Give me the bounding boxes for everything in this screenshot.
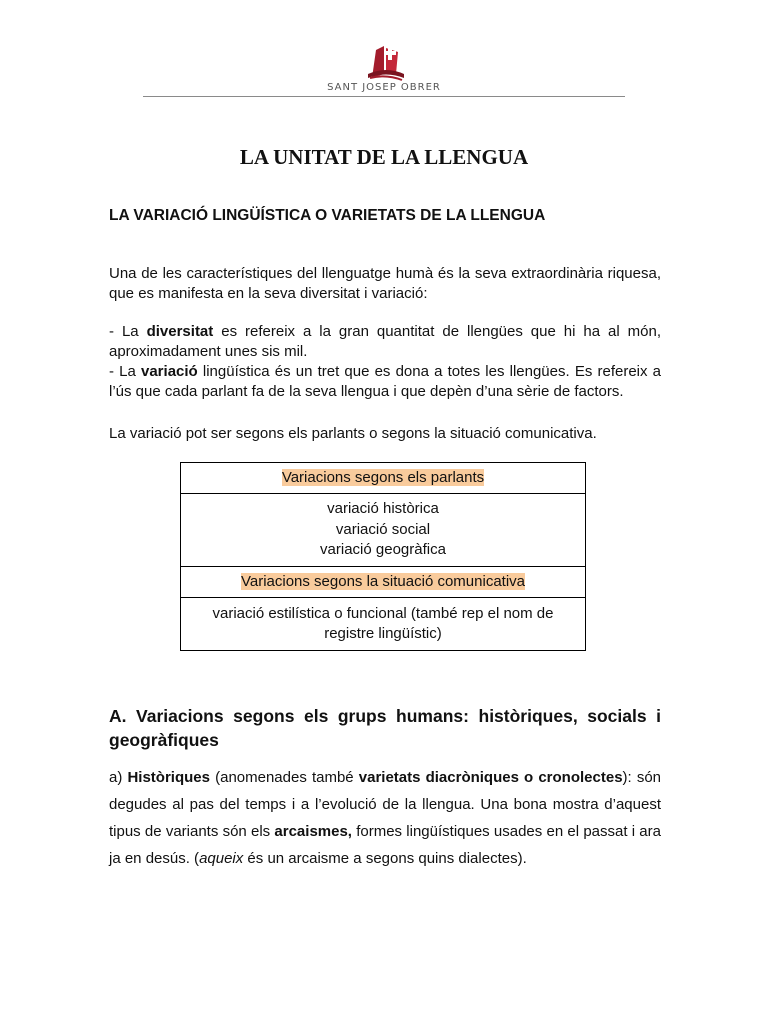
- table-row: [181, 567, 586, 598]
- term-historiques: Històriques: [127, 769, 210, 786]
- list-item: variació històrica: [327, 500, 439, 518]
- table-header-cell: [181, 463, 586, 494]
- document-header: [0, 0, 768, 100]
- text-run: ): són degudes al pas del temps i a l’evolució de la llengua. Una bona mostra d’aquest tipus de variants són els: [109, 769, 662, 840]
- list-item: variació geogràfica: [320, 541, 446, 559]
- table-header-cell: [181, 567, 586, 598]
- section-a-heading: A. Variacions segons els grups humans: històriques, socials i geogràfiques: [109, 706, 661, 750]
- text-run: lingüística és un tret que es dona a totes les llengües. Es refereix a l’ús que cada parlant fa de la seva llengua i que depèn d’una sèrie de factors.: [109, 363, 661, 400]
- table-row: [181, 598, 586, 651]
- historical-variations-paragraph: [109, 764, 661, 872]
- highlighted-header: Variacions segons els parlants: [281, 468, 485, 486]
- page-title: LA UNITAT DE LA LLENGUA: [239, 145, 529, 169]
- term-diversitat: diversitat: [146, 323, 214, 340]
- text-run: - La: [109, 363, 141, 380]
- list-item: variació social: [335, 520, 431, 538]
- variations-table: [180, 462, 586, 651]
- table-cell: [181, 494, 586, 567]
- variation-paragraph: La variació pot ser segons els parlants o segons la situació comunicativa.: [109, 425, 597, 442]
- term-arcaismes: arcaismes,: [274, 823, 352, 840]
- definitions-paragraph: [109, 322, 661, 402]
- text-run: a): [109, 769, 128, 786]
- intro-paragraph: Una de les característiques del llenguatge humà és la seva extraordinària riquesa, que es manifesta en la seva diversitat i variació:: [109, 265, 661, 302]
- table-row: [181, 463, 586, 494]
- text-run: - La: [109, 323, 147, 340]
- text-run: és un arcaisme a segons quins dialectes).: [243, 850, 527, 867]
- header-divider: [143, 96, 625, 97]
- term-variacio: variació: [141, 363, 198, 380]
- section-subtitle: LA VARIACIÓ LINGÜÍSTICA O VARIETATS DE LA LLENGUA: [109, 207, 546, 224]
- school-logo-icon: [362, 44, 410, 84]
- highlighted-header: Variacions segons la situació comunicativa: [240, 572, 526, 590]
- table-row: [181, 494, 586, 567]
- example-word: aqueix: [199, 850, 244, 867]
- text-run: (anomenades també: [209, 769, 359, 786]
- term-varietats: varietats diacròniques o cronolectes: [358, 769, 623, 786]
- school-name: SANT JOSEP OBRER: [327, 82, 441, 93]
- text-run: es refereix a la gran quantitat de llengües que hi ha al món, aproximadament unes sis mil.: [109, 323, 662, 360]
- text-run: formes lingüístiques usades en el passat i ara ja en desús. (: [109, 823, 661, 867]
- table-cell: variació estilística o funcional (també rep el nom de registre lingüístic): [181, 598, 586, 651]
